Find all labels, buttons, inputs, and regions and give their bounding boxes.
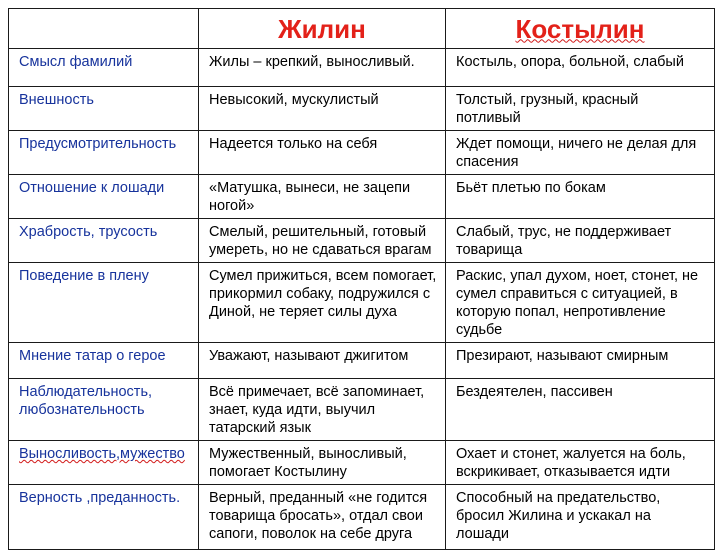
- row-label: Храбрость, трусость: [9, 219, 199, 263]
- kostylin-cell: Толстый, грузный, красный потливый: [446, 87, 715, 131]
- comparison-table: [8, 8, 715, 550]
- zhilin-cell: «Матушка, вынеси, не зацепи ногой»: [199, 175, 446, 219]
- zhilin-cell: Всё примечает, всё запоминает, знает, куда идти, выучил татарский язык: [199, 379, 446, 441]
- kostylin-cell: Раскис, упал духом, ноет, стонет, не сумел справиться с ситуацией, в которую попал, непротивление судьбе: [446, 263, 715, 343]
- header-row: [9, 9, 715, 49]
- table-row: [9, 263, 715, 343]
- kostylin-cell: Бьёт плетью по бокам: [446, 175, 715, 219]
- table-row: [9, 131, 715, 175]
- row-label: Верность ,преданность.: [9, 485, 199, 550]
- row-label: Внешность: [9, 87, 199, 131]
- table-row: [9, 485, 715, 550]
- table-row: [9, 175, 715, 219]
- table-row: [9, 219, 715, 263]
- table-row: [9, 343, 715, 379]
- kostylin-cell: Бездеятелен, пассивен: [446, 379, 715, 441]
- header-kostylin: [446, 9, 715, 49]
- row-label: Мнение татар о герое: [9, 343, 199, 379]
- table-row: [9, 87, 715, 131]
- zhilin-cell: Жилы – крепкий, выносливый.: [199, 49, 446, 87]
- zhilin-cell: Надеется только на себя: [199, 131, 446, 175]
- table-row: [9, 441, 715, 485]
- kostylin-cell: Способный на предательство, бросил Жилина и ускакал на лошади: [446, 485, 715, 550]
- kostylin-cell: Презирают, называют смирным: [446, 343, 715, 379]
- row-label: Предусмотрительность: [9, 131, 199, 175]
- row-label: [9, 441, 199, 485]
- row-label: Наблюдательность, любознательность: [9, 379, 199, 441]
- row-label: Отношение к лошади: [9, 175, 199, 219]
- table-row: [9, 49, 715, 87]
- kostylin-cell: Костыль, опора, больной, слабый: [446, 49, 715, 87]
- row-label-text: Выносливость,мужество: [19, 446, 185, 462]
- kostylin-cell: Слабый, трус, не поддерживает товарища: [446, 219, 715, 263]
- kostylin-cell: Охает и стонет, жалуется на боль, вскрикивает, отказывается идти: [446, 441, 715, 485]
- header-empty-cell: [9, 9, 199, 49]
- table-row: [9, 379, 715, 441]
- zhilin-cell: Верный, преданный «не годится товарища бросать», отдал свои сапоги, поволок на себе друга: [199, 485, 446, 550]
- zhilin-cell: Смелый, решительный, готовый умереть, но не сдаваться врагам: [199, 219, 446, 263]
- header-zhilin: Жилин: [199, 9, 446, 49]
- zhilin-cell: Мужественный, выносливый, помогает Костылину: [199, 441, 446, 485]
- header-kostylin-text: Костылин: [515, 13, 645, 44]
- kostylin-cell: Ждет помощи, ничего не делая для спасения: [446, 131, 715, 175]
- zhilin-cell: Сумел прижиться, всем помогает, прикормил собаку, подружился с Диной, не теряет силы духа: [199, 263, 446, 343]
- zhilin-cell: Невысокий, мускулистый: [199, 87, 446, 131]
- row-label: Смысл фамилий: [9, 49, 199, 87]
- row-label: Поведение в плену: [9, 263, 199, 343]
- zhilin-cell: Уважают, называют джигитом: [199, 343, 446, 379]
